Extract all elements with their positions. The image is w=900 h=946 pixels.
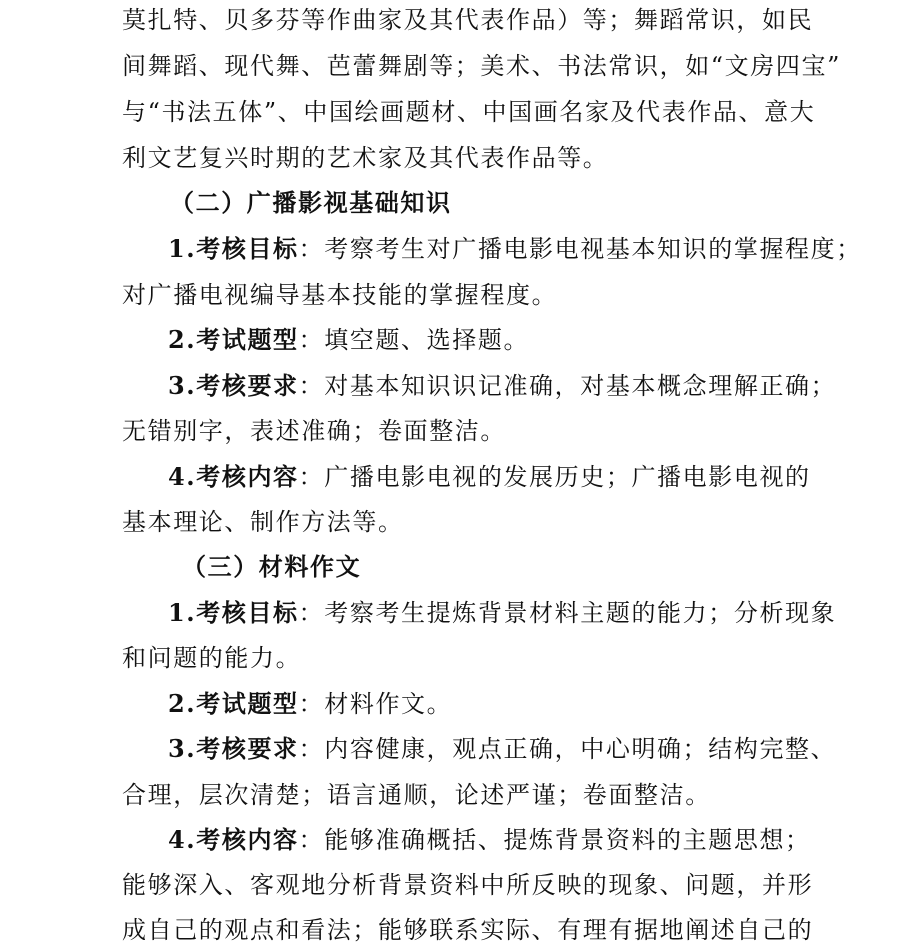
s2-item-4-continuation: 基本理论、制作方法等。 — [122, 508, 404, 536]
s3-item-3 — [168, 735, 868, 765]
s3-item-2-text: ：材料作文。 — [298, 690, 453, 718]
section-2-heading — [170, 189, 870, 219]
s2-item-3-continuation: 无错别字，表述准确；卷面整洁。 — [122, 417, 506, 445]
s2-item-1-label: 1.考核目标 — [168, 234, 299, 263]
s2-item-3-text: ：对基本知识识记准确，对基本概念理解正确； — [298, 372, 837, 400]
s2-item-4-text: ：广播电影电视的发展历史；广播电影电视的 — [298, 463, 811, 491]
s3-item-3-text: ：内容健康，观点正确，中心明确；结构完整、 — [298, 735, 837, 763]
s2-item-3 — [168, 372, 868, 402]
s2-item-1 — [168, 235, 868, 265]
s3-item-1-continuation: 和问题的能力。 — [122, 644, 302, 672]
s3-item-4-continuation-1: 能够深入、客观地分析背景资料中所反映的现象、问题，并形 — [122, 871, 814, 899]
section-2-heading-text: （二）广播影视基础知识 — [170, 188, 452, 217]
s2-item-2 — [168, 326, 868, 356]
s3-item-4-continuation-2: 成自己的观点和看法；能够联系实际、有理有据地阐述自己的 — [122, 916, 814, 944]
s2-item-1-continuation: 对广播电视编导基本技能的掌握程度。 — [122, 281, 558, 309]
intro-line-3: 与“书法五体”、中国绘画题材、中国画名家及代表作品、意大 — [122, 98, 816, 126]
section-3-heading — [182, 553, 882, 583]
s3-item-3-continuation: 合理，层次清楚；语言通顺，论述严谨；卷面整洁。 — [122, 781, 711, 809]
s2-item-1-text: ：考察考生对广播电影电视基本知识的掌握程度； — [298, 235, 862, 263]
s3-item-1 — [168, 599, 868, 629]
s3-item-3-label: 3.考核要求 — [168, 734, 299, 763]
s2-item-2-text: ：填空题、选择题。 — [298, 326, 530, 354]
intro-line-1: 莫扎特、贝多芬等作曲家及其代表作品）等；舞蹈常识，如民 — [122, 6, 814, 34]
s3-item-4-text: ：能够准确概括、提炼背景资料的主题思想； — [298, 826, 811, 854]
s2-item-2-label: 2.考试题型 — [168, 325, 299, 354]
s2-item-4 — [168, 463, 868, 493]
s2-item-4-label: 4.考核内容 — [168, 462, 299, 491]
s3-item-4-label: 4.考核内容 — [168, 825, 299, 854]
s2-item-3-label: 3.考核要求 — [168, 371, 299, 400]
intro-line-4: 利文艺复兴时期的艺术家及其代表作品等。 — [122, 144, 609, 172]
s3-item-2 — [168, 690, 868, 720]
section-3-heading-text: （三）材料作文 — [182, 552, 362, 581]
s3-item-4 — [168, 826, 868, 856]
intro-line-2: 间舞蹈、现代舞、芭蕾舞剧等；美术、书法常识，如“文房四宝” — [122, 52, 841, 80]
s3-item-1-text: ：考察考生提炼背景材料主题的能力；分析现象 — [298, 599, 837, 627]
s3-item-1-label: 1.考核目标 — [168, 598, 299, 627]
s3-item-2-label: 2.考试题型 — [168, 689, 299, 718]
